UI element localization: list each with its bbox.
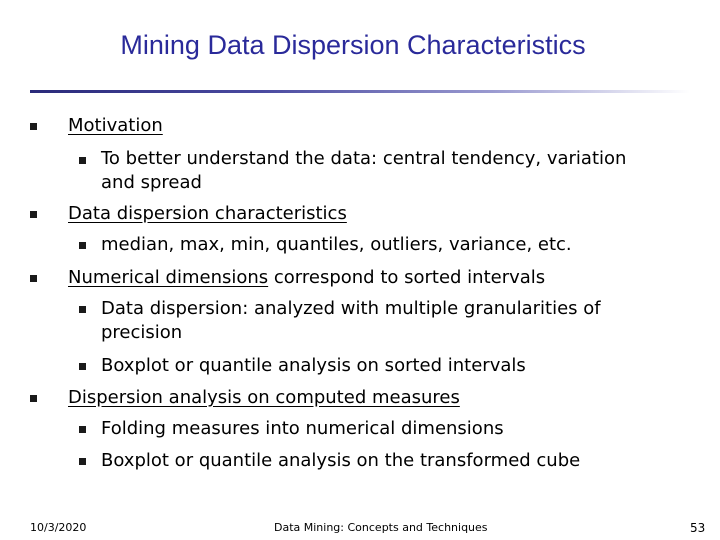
- bullet-icon: [30, 395, 37, 402]
- sub-bullet-icon: [79, 157, 86, 164]
- bullet-3-underlined: Numerical dimensions: [68, 267, 269, 288]
- sub-bullet-icon: [79, 458, 86, 465]
- bullet-3-rest: correspond to sorted intervals: [268, 267, 546, 288]
- footer-title: Data Mining: Concepts and Techniques: [274, 521, 488, 534]
- sub-bullet-3-1: Data dispersion: analyzed with multiple granularities of precision: [101, 298, 601, 343]
- sub-bullet-3-2: Boxplot or quantile analysis on sorted intervals: [101, 355, 526, 376]
- bullet-icon: [30, 123, 37, 130]
- bullet-icon: [30, 211, 37, 218]
- sub-bullet-icon: [79, 363, 86, 370]
- sub-bullet-4-1: Folding measures into numerical dimensions: [101, 418, 504, 439]
- sub-bullet-1-1: To better understand the data: central tendency, variation and spread: [101, 148, 627, 193]
- bullet-1: Motivation: [68, 115, 163, 136]
- sub-bullet-icon: [79, 242, 86, 249]
- sub-bullet-icon: [79, 306, 86, 313]
- sub-bullet-4-2: Boxplot or quantile analysis on the transformed cube: [101, 450, 581, 471]
- bullet-2: Data dispersion characteristics: [68, 203, 347, 224]
- page-number: 53: [690, 521, 706, 535]
- bullet-4: Dispersion analysis on computed measures: [68, 387, 460, 408]
- slide-title: Mining Data Dispersion Characteristics: [120, 30, 586, 60]
- sub-bullet-2-1: median, max, min, quantiles, outliers, variance, etc.: [101, 234, 572, 255]
- bullet-icon: [30, 275, 37, 282]
- footer-date: 10/3/2020: [30, 521, 87, 534]
- title-divider: [30, 90, 690, 93]
- bullet-3: [68, 266, 545, 290]
- sub-bullet-icon: [79, 426, 86, 433]
